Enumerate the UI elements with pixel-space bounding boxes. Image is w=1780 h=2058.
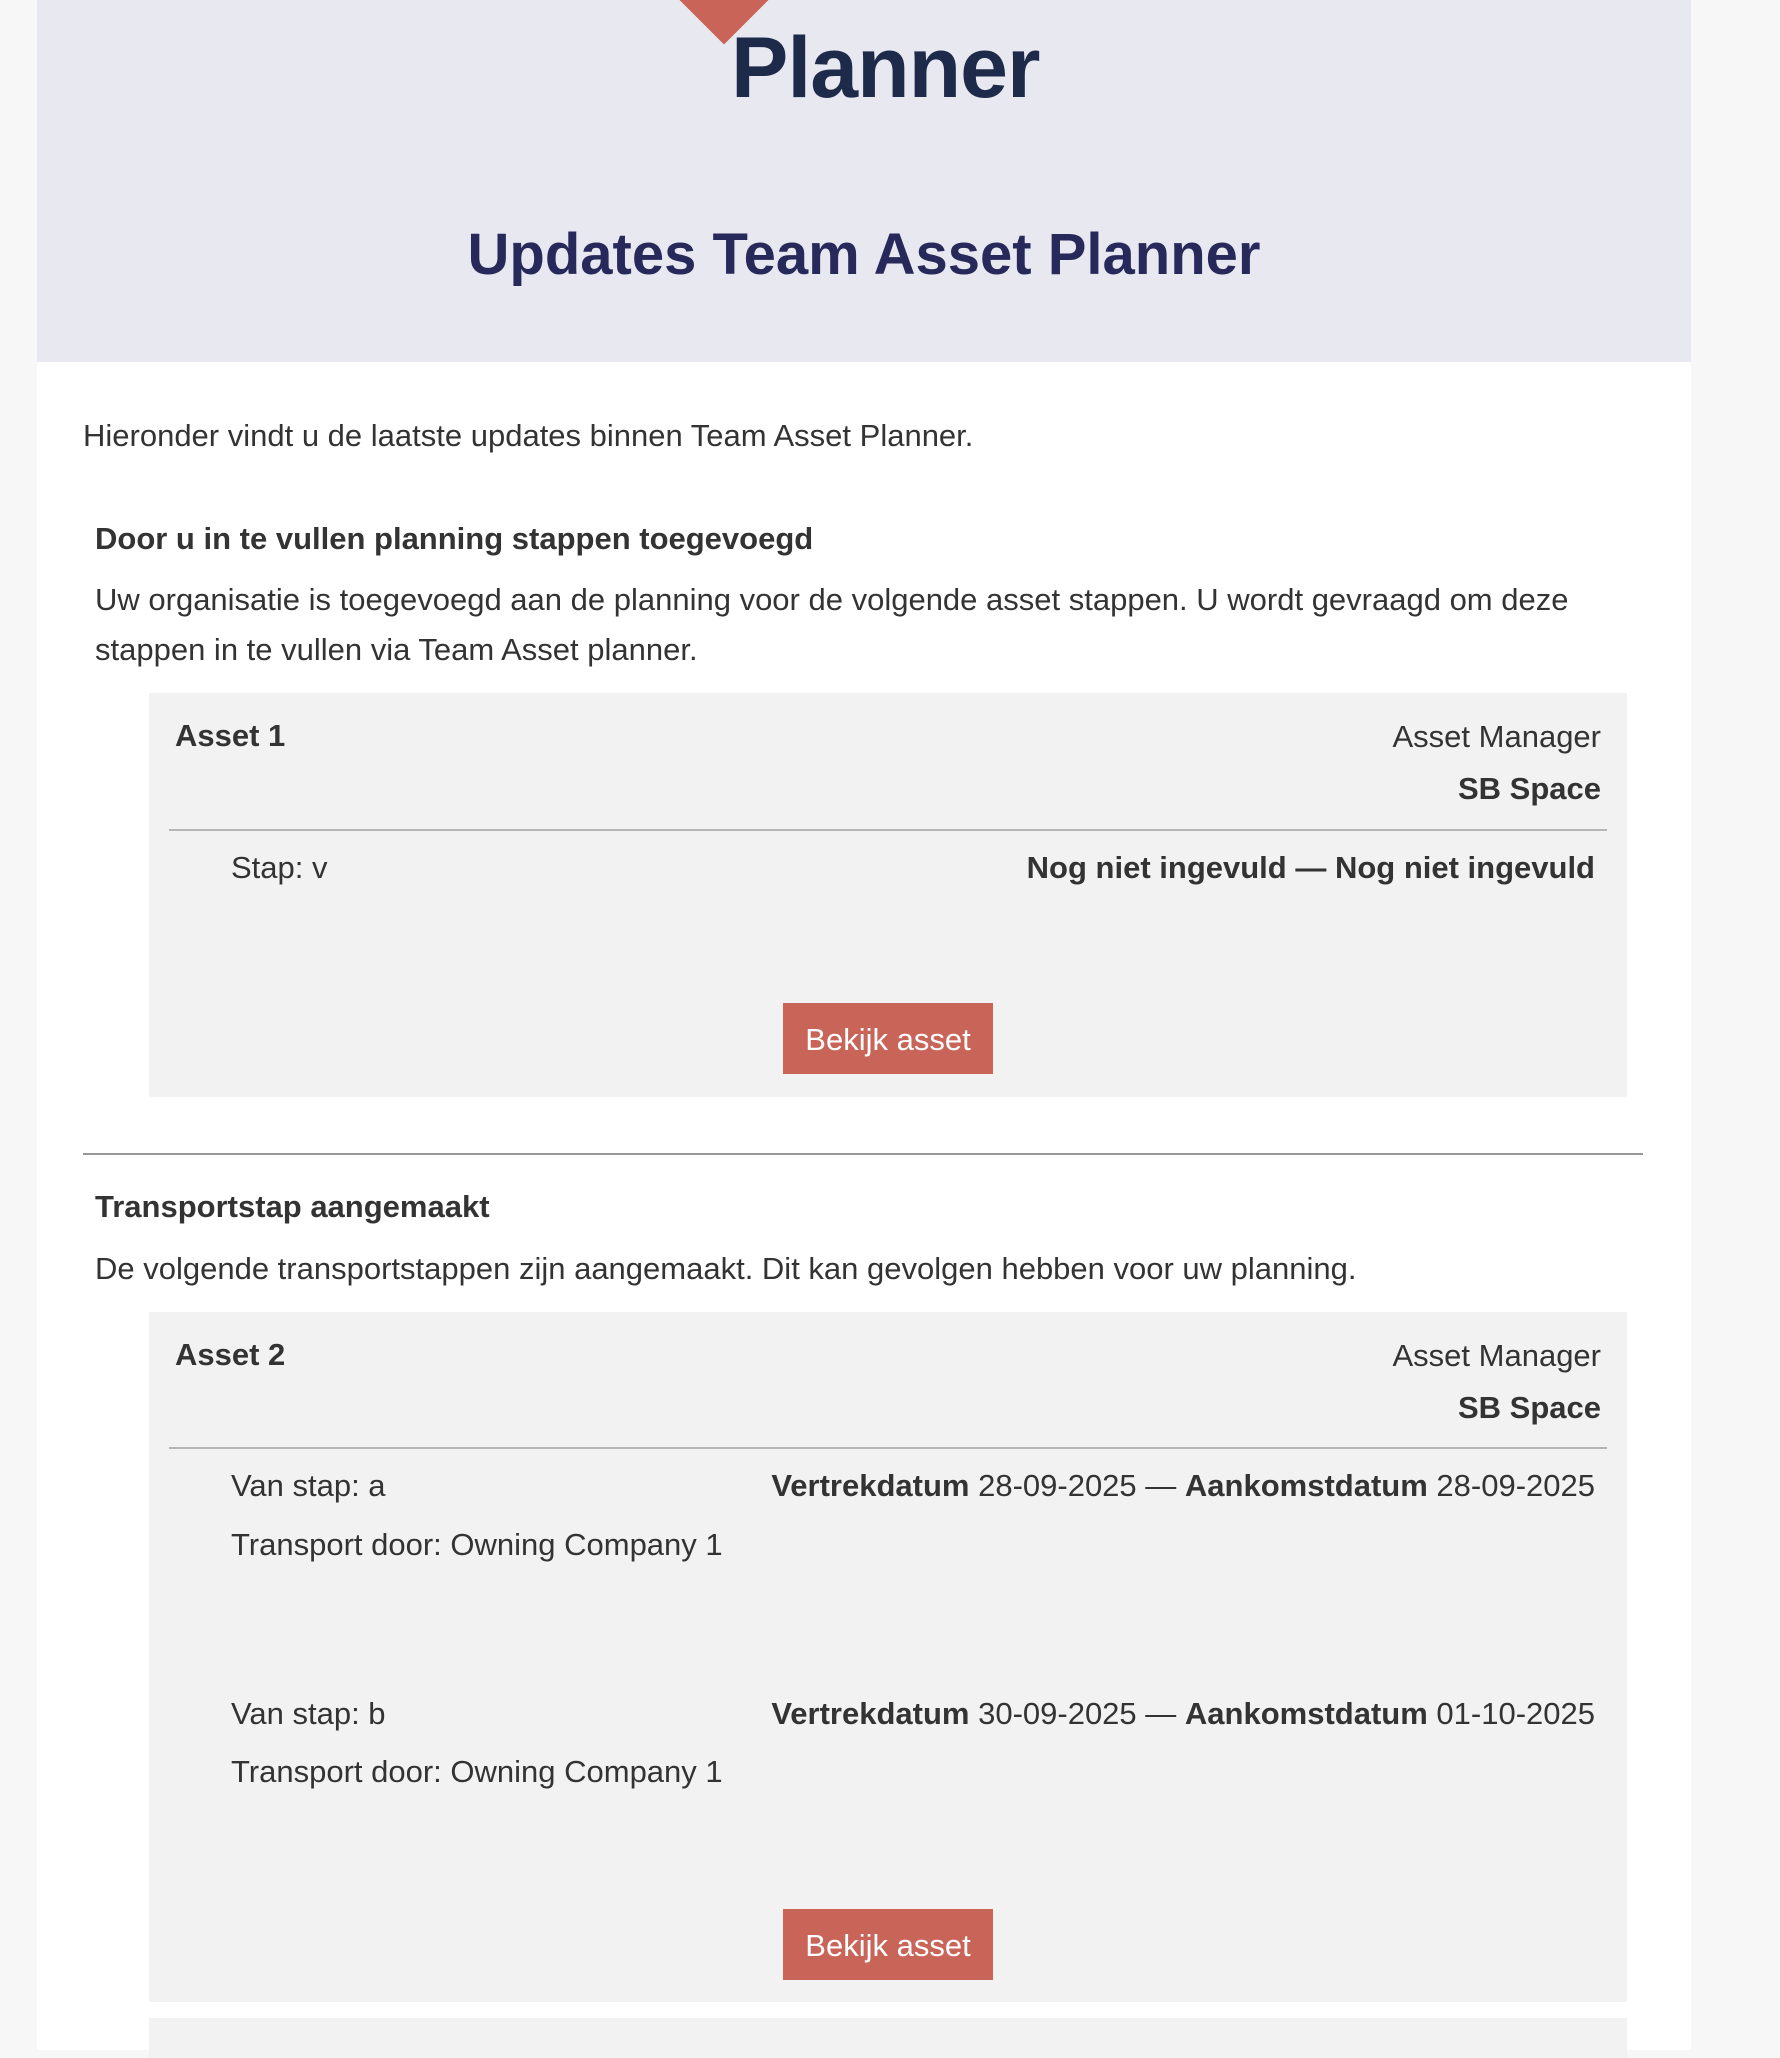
intro-text: Hieronder vindt u de laatste updates binnen Team Asset Planner. <box>83 418 974 453</box>
asset-name: Asset 2 <box>175 1337 286 1372</box>
transport-dates <box>771 1684 1595 1744</box>
asset-card-2 <box>149 1312 1627 2002</box>
departure-date: 30-09-2025 <box>978 1696 1137 1731</box>
date-separator: — <box>1145 1696 1177 1731</box>
arrival-label: Aankomstdatum <box>1184 1468 1428 1503</box>
page-title: Updates Team Asset Planner <box>467 222 1261 287</box>
asset-manager-label: Asset Manager <box>1392 1338 1601 1373</box>
date-separator: — <box>1145 1468 1177 1503</box>
transport-from-step: Van stap: b <box>231 1696 386 1731</box>
section-title-planning: Door u in te vullen planning stappen toegevoegd <box>95 521 814 556</box>
card-divider <box>169 829 1607 831</box>
asset-manager-label: Asset Manager <box>1392 719 1601 754</box>
email-container <box>37 0 1691 2050</box>
asset-manager <box>1393 1330 1602 1434</box>
asset-manager-org: SB Space <box>1457 1390 1601 1425</box>
arrival-date: 01-10-2025 <box>1436 1696 1595 1731</box>
card-divider <box>169 1447 1607 1449</box>
asset-card-1 <box>149 693 1627 1097</box>
asset-name: Asset 1 <box>175 718 286 753</box>
email-header <box>37 0 1691 362</box>
transport-carrier: Transport door: Owning Company 1 <box>231 1527 723 1562</box>
transport-dates <box>771 1456 1595 1516</box>
step-status: Nog niet ingevuld — Nog niet ingevuld <box>1026 850 1595 885</box>
asset-manager-org: SB Space <box>1457 771 1601 806</box>
section-title-transport: Transportstap aangemaakt <box>95 1189 490 1224</box>
section-description-planning: Uw organisatie is toegevoegd aan de planning voor de volgende asset stappen. U wordt gevraagd om deze stappen in te vullen via Team Asset planner. <box>95 582 1569 667</box>
logo-text: Planner <box>731 20 1040 116</box>
view-asset-button[interactable]: Bekijk asset <box>783 1003 993 1074</box>
view-asset-button[interactable]: Bekijk asset <box>783 1909 993 1980</box>
asset-manager <box>1393 711 1602 815</box>
departure-label: Vertrekdatum <box>771 1696 970 1731</box>
transport-carrier: Transport door: Owning Company 1 <box>231 1754 723 1789</box>
departure-label: Vertrekdatum <box>771 1468 970 1503</box>
departure-date: 28-09-2025 <box>978 1468 1137 1503</box>
asset-card-3-partial <box>149 2018 1627 2058</box>
transport-from-step: Van stap: a <box>231 1468 386 1503</box>
arrival-date: 28-09-2025 <box>1436 1468 1595 1503</box>
step-label: Stap: v <box>231 850 328 885</box>
section-divider <box>83 1153 1643 1155</box>
planner-logo <box>37 0 1691 116</box>
section-description-transport: De volgende transportstappen zijn aangemaakt. Dit kan gevolgen hebben voor uw planning. <box>95 1251 1357 1286</box>
arrival-label: Aankomstdatum <box>1184 1696 1428 1731</box>
